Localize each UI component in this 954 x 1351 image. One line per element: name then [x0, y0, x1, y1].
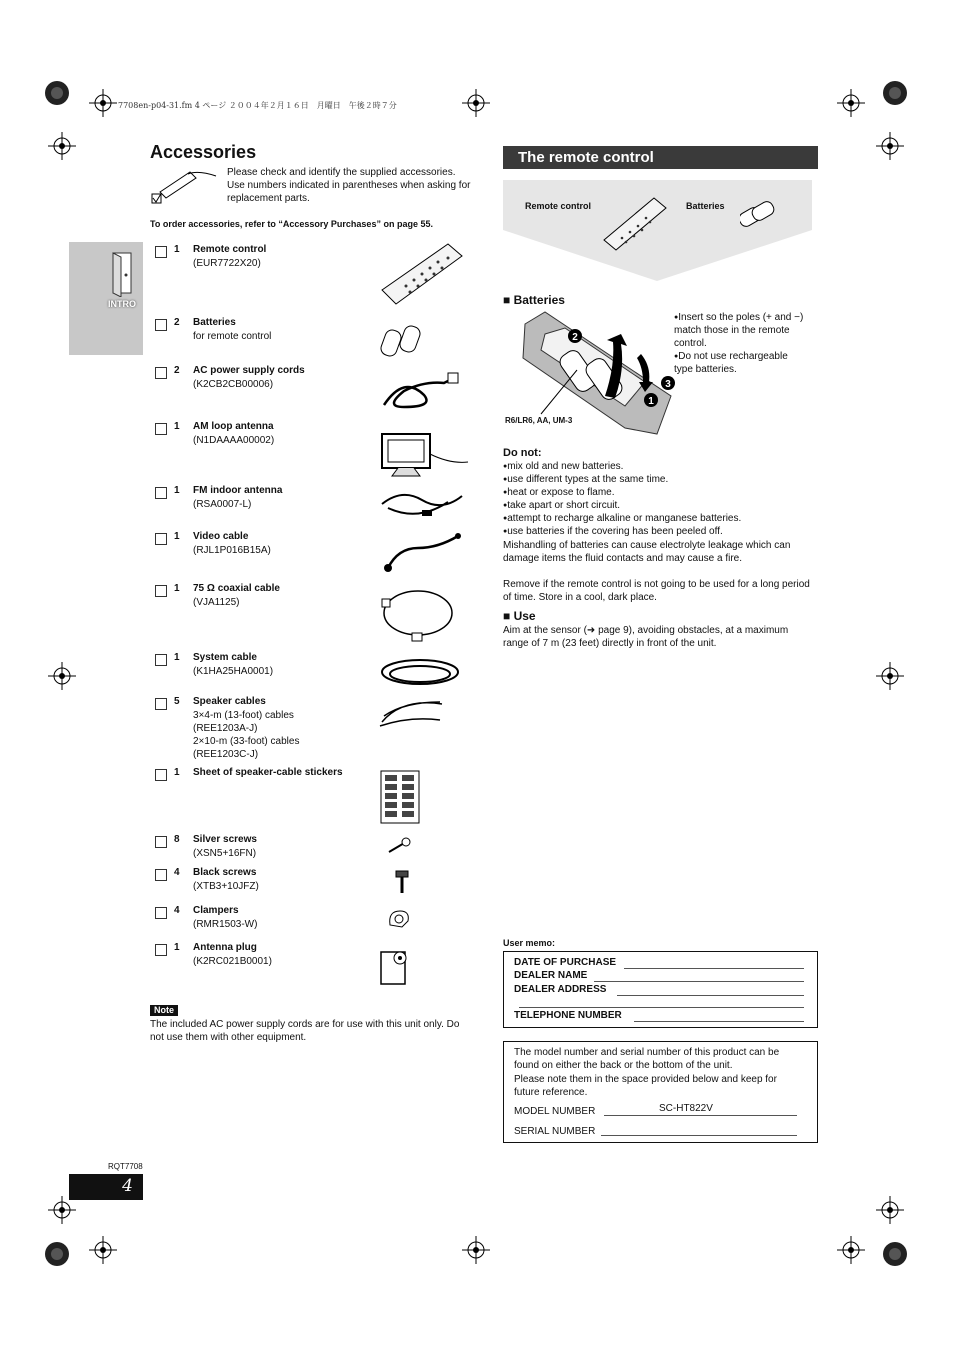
registration-mark-br: [876, 1196, 904, 1224]
order-note: To order accessories, refer to “Accessory Purchases” on page 55.: [150, 219, 433, 229]
accessory-detail: (K1HA25HA0001): [193, 666, 274, 677]
accessory-detail: (VJA1125): [193, 597, 240, 608]
dealer-address-line-2[interactable]: [519, 1007, 804, 1008]
accessory-detail: (XTB3+10JFZ): [193, 881, 259, 892]
registration-mark-bc: [462, 1236, 490, 1264]
accessory-name: Sheet of speaker-cable stickers: [193, 767, 343, 778]
check-pen-icon: [150, 166, 220, 213]
serial-number-label: SERIAL NUMBER: [514, 1126, 596, 1137]
remove-text: Remove if the remote control is not going to be used for a long period of time. Store in a cool, dark place.: [503, 579, 810, 603]
accessory-name: FM indoor antenna: [193, 485, 283, 496]
accessory-detail: (RMR1503-W): [193, 919, 258, 930]
user-memo-box: [503, 951, 818, 1028]
registration-mark-tr: [837, 89, 865, 117]
registration-mark-bl2: [89, 1236, 117, 1264]
dealer-address-label: DEALER ADDRESS: [514, 984, 607, 995]
battery-tips: [674, 311, 809, 376]
accessory-qty: 1: [174, 583, 180, 594]
accessory-name: Remote control: [193, 244, 267, 255]
use-text: Aim at the sensor (➜ page 9), avoiding obstacles, at a maximum range of 7 m (23 feet) directly in front of the unit.: [503, 625, 789, 649]
do-not-heading: Do not:: [503, 447, 542, 459]
model-number-line[interactable]: [604, 1115, 797, 1116]
accessory-qty: 4: [174, 867, 180, 878]
accessory-name: Clampers: [193, 905, 239, 916]
accessory-name: Batteries: [193, 317, 236, 328]
antenna-plug-illustration: [378, 944, 414, 993]
user-memo-heading: User memo:: [503, 938, 556, 948]
telephone-number-line[interactable]: [634, 1021, 804, 1022]
accessory-name: 75 Ω coaxial cable: [193, 583, 280, 594]
do-not-item: ● attempt to recharge alkaline or manganese batteries.: [503, 512, 813, 525]
accessory-qty: 5: [174, 696, 180, 707]
accessory-name: Black screws: [193, 867, 257, 878]
page-number: 4: [122, 1176, 133, 1196]
accessory-name: Antenna plug: [193, 942, 257, 953]
batteries-heading-text: Batteries: [513, 293, 565, 307]
checkbox[interactable]: [155, 836, 167, 848]
note-badge: Note: [150, 1005, 178, 1016]
do-not-item: ● use different types at the same time.: [503, 473, 813, 486]
corner-dial-tr: [882, 80, 908, 106]
ac-cord-illustration: [378, 365, 464, 420]
registration-mark-tc: [462, 89, 490, 117]
accessory-detail-line: (REE1203C-J): [193, 749, 259, 760]
checkbox[interactable]: [155, 319, 167, 331]
accessory-detail: (K2RC021B0001): [193, 956, 272, 967]
battery-tip: ● Do not use rechargeable type batteries.: [674, 350, 809, 376]
checkbox[interactable]: [155, 654, 167, 666]
battery-type-label: R6/LR6, AA, UM-3: [505, 416, 573, 425]
checkbox[interactable]: [155, 533, 167, 545]
document-code: RQT7708: [108, 1162, 143, 1171]
note-text: The included AC power supply cords are for use with this unit only. Do not use them with other equipment.: [150, 1019, 460, 1043]
do-not-list: [503, 460, 813, 538]
system-cable-illustration: [378, 656, 464, 695]
box-remote-label: Remote control: [525, 201, 592, 211]
accessory-name: Speaker cables: [193, 696, 266, 707]
accessory-detail-line: 2×10-m (33-foot) cables: [193, 736, 300, 747]
svg-text:3: 3: [665, 379, 671, 390]
registration-mark-bl: [48, 1196, 76, 1224]
registration-mark-ml: [48, 132, 76, 160]
remote-control-box-illustration: [602, 196, 668, 259]
accessory-name: Video cable: [193, 531, 249, 542]
do-not-item: ● mix old and new batteries.: [503, 460, 813, 473]
video-cable-illustration: [378, 532, 464, 581]
accessory-qty: 1: [174, 421, 180, 432]
box-batteries-label: Batteries: [686, 201, 725, 211]
clamper-illustration: [386, 905, 412, 936]
checkbox[interactable]: [155, 246, 167, 258]
batteries-heading: ■ Batteries: [503, 293, 565, 307]
registration-mark-mr: [876, 132, 904, 160]
model-serial-box: [503, 1041, 818, 1143]
model-number-value: SC-HT822V: [659, 1103, 713, 1114]
svg-text:1: 1: [648, 396, 654, 407]
accessory-detail-line: (REE1203A-J): [193, 723, 258, 734]
remote-control-heading: The remote control: [503, 146, 818, 169]
accessory-qty: 1: [174, 244, 180, 255]
checkbox[interactable]: [155, 367, 167, 379]
batteries-illustration: [380, 322, 428, 363]
dealer-name-label: DEALER NAME: [514, 970, 588, 981]
model-number-label: MODEL NUMBER: [514, 1106, 596, 1117]
registration-mark-l-mid: [48, 662, 76, 690]
accessory-qty: 2: [174, 317, 180, 328]
accessory-detail: [193, 709, 299, 761]
model-keep-text: Please note them in the space provided below and keep for future reference.: [514, 1074, 777, 1098]
checkbox[interactable]: [155, 585, 167, 597]
am-loop-antenna-illustration: [378, 424, 470, 485]
remote-control-illustration: [378, 240, 468, 313]
accessory-name: Silver screws: [193, 834, 257, 845]
do-not-item: ● use batteries if the covering has been peeled off.: [503, 525, 813, 538]
batteries-box-illustration: [740, 198, 782, 235]
speaker-cables-illustration: [378, 698, 444, 733]
checkbox[interactable]: [155, 907, 167, 919]
file-header-meta: 7708en-p04-31.fm 4 ページ ２００４年２月１６日 月曜日 午後２時７分: [118, 101, 397, 110]
svg-text:2: 2: [572, 332, 578, 343]
date-of-purchase-label: DATE OF PURCHASE: [514, 957, 617, 968]
corner-dial-bl: [44, 1241, 70, 1267]
checkbox[interactable]: [155, 869, 167, 881]
checkbox[interactable]: [155, 423, 167, 435]
serial-number-line[interactable]: [601, 1135, 797, 1136]
use-heading: ■ Use: [503, 609, 536, 623]
checkbox[interactable]: [155, 487, 167, 499]
battery-tip: ● Insert so the poles (+ and −) match those in the remote control.: [674, 311, 809, 350]
page-title: Accessories: [150, 142, 257, 162]
mishandling-text: Mishandling of batteries can cause electrolyte leakage which can damage items the fluid contacts and may cause a fire.: [503, 540, 791, 564]
accessory-detail: (RJL1P016B15A): [193, 545, 271, 556]
accessory-qty: 1: [174, 531, 180, 542]
accessory-detail: (K2CB2CB00006): [193, 379, 274, 390]
date-of-purchase-line[interactable]: [624, 968, 804, 969]
accessory-detail: (EUR7722X20): [193, 258, 261, 269]
registration-mark-br2: [837, 1236, 865, 1264]
accessory-detail: (XSN5+16FN): [193, 848, 257, 859]
corner-dial-tl: [44, 80, 70, 106]
black-screw-illustration: [394, 869, 410, 900]
accessory-name: System cable: [193, 652, 257, 663]
accessory-name: AC power supply cords: [193, 365, 305, 376]
intro-tab-label: INTRO: [108, 299, 136, 309]
dealer-name-line[interactable]: [594, 981, 804, 982]
checkbox[interactable]: [155, 698, 167, 710]
sticker-sheet-illustration: [380, 770, 420, 829]
corner-dial-br: [882, 1241, 908, 1267]
checkbox[interactable]: [155, 944, 167, 956]
checkbox[interactable]: [155, 769, 167, 781]
use-heading-text: Use: [513, 609, 536, 623]
do-not-item: ● heat or expose to flame.: [503, 486, 813, 499]
coaxial-cable-illustration: [378, 585, 458, 650]
accessory-qty: 1: [174, 652, 180, 663]
accessory-qty: 2: [174, 365, 180, 376]
accessories-intro: Please check and identify the supplied accessories. Use numbers indicated in parentheses when asking for replacement parts.: [227, 167, 471, 204]
accessory-qty: 1: [174, 942, 180, 953]
accessory-detail: for remote control: [193, 331, 272, 342]
accessory-detail: (N1DAAAA00002): [193, 435, 275, 446]
dealer-address-line[interactable]: [617, 995, 804, 996]
accessory-qty: 4: [174, 905, 180, 916]
registration-mark-r-mid: [876, 662, 904, 690]
accessory-qty: 1: [174, 485, 180, 496]
accessory-qty: 8: [174, 834, 180, 845]
accessory-qty: 1: [174, 767, 180, 778]
fm-antenna-illustration: [378, 484, 464, 529]
do-not-item: ● take apart or short circuit.: [503, 499, 813, 512]
accessory-detail: (RSA0007-L): [193, 499, 252, 510]
accessory-name: AM loop antenna: [193, 421, 274, 432]
door-icon: [111, 251, 135, 302]
telephone-number-label: TELEPHONE NUMBER: [514, 1010, 622, 1021]
page-number-box: [69, 1174, 143, 1200]
registration-mark-tl: [89, 89, 117, 117]
silver-screw-illustration: [386, 836, 412, 861]
accessory-detail-line: 3×4-m (13-foot) cables: [193, 710, 294, 721]
model-info-text: The model number and serial number of this product can be found on either the back or the bottom of the unit.: [514, 1047, 780, 1071]
